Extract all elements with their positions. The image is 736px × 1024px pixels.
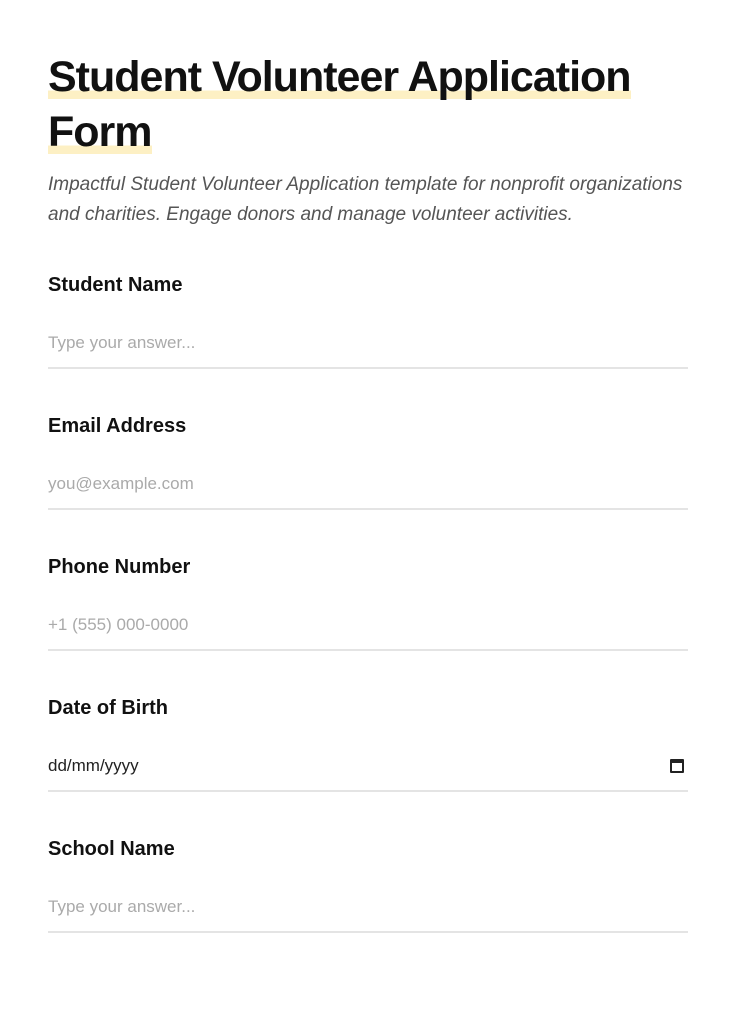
page-title [48,50,688,160]
field-label: Email Address [48,415,187,437]
calendar-icon[interactable] [670,759,684,773]
title-line-2: Form [48,108,152,156]
school-name-input[interactable] [48,883,688,933]
placeholder: dd/mm/yyyy [48,756,139,775]
title-line-1: Student Volunteer Application [48,53,631,101]
placeholder: Type your answer... [48,333,196,352]
phone-input[interactable] [48,601,688,651]
field-phone [48,553,688,651]
form-container [48,50,688,933]
form-description: Impactful Student Volunteer Application template for nonprofit organizations and charities. Engage donors and manage volunteer activities. [48,174,683,225]
student-name-input[interactable] [48,319,688,369]
field-label: Date of Birth [48,697,168,719]
field-label: Student Name [48,274,183,296]
placeholder: +1 (555) 000-0000 [48,615,189,634]
field-dob [48,694,688,792]
email-input[interactable] [48,460,688,510]
placeholder: Type your answer... [48,897,196,916]
field-label: School Name [48,838,175,860]
field-school-name [48,835,688,933]
date-of-birth-input[interactable] [48,742,688,792]
field-email [48,412,688,510]
field-student-name [48,271,688,369]
placeholder: you@example.com [48,474,194,493]
field-label: Phone Number [48,556,191,578]
